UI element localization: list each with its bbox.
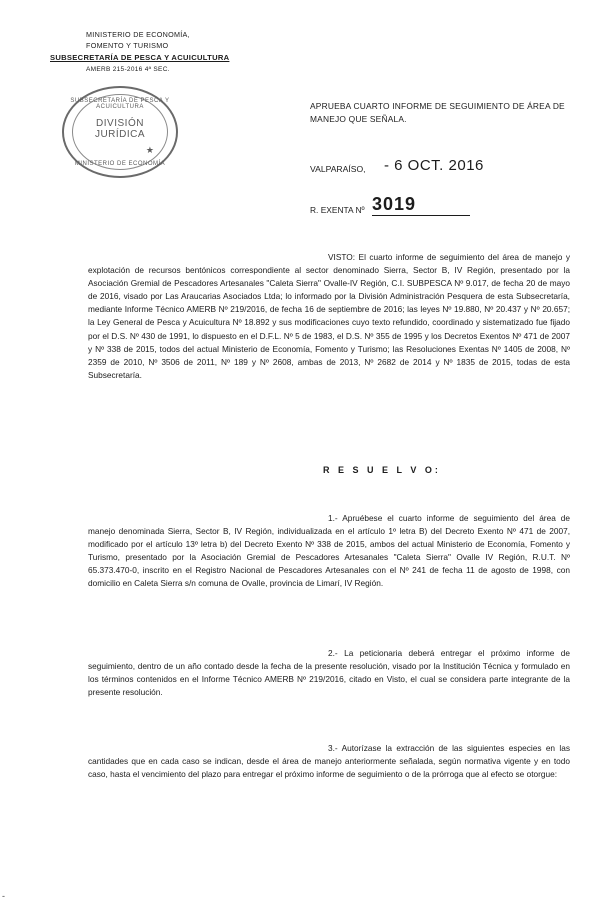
resolution-item-3 bbox=[88, 742, 570, 781]
stamp-bottom-text: MINISTERIO DE ECONOMÍA bbox=[74, 161, 166, 167]
item-number: 3.- bbox=[328, 743, 338, 753]
reference-code: AMERB 215-2016 4ª SEC. bbox=[86, 66, 170, 73]
visto-paragraph bbox=[88, 251, 570, 382]
exenta-number: 3019 bbox=[372, 194, 470, 216]
item-text: La peticionaria deberá entregar el próximo informe de seguimiento, dentro de un año contado desde la fecha de la presente resolución, visado por la Institución Técnica y formulado en los términos contenidos en el Informe Técnico AMERB Nº 219/2016, citado en Visto, el cual se considera parte integrante de la presente resolución. bbox=[88, 648, 570, 698]
stamp-center-text bbox=[64, 118, 176, 140]
stamp-center-line-2: JURÍDICA bbox=[94, 129, 146, 140]
stamp-top-text: SUBSECRETARÍA DE PESCA Y ACUICULTURA bbox=[70, 98, 170, 110]
ministry-line-2: FOMENTO Y TURISMO bbox=[86, 41, 169, 50]
division-juridica-stamp bbox=[62, 86, 178, 178]
exenta-label: R. EXENTA Nº bbox=[310, 205, 365, 215]
document-date: - 6 OCT. 2016 bbox=[384, 157, 484, 174]
resolution-item-2 bbox=[88, 647, 570, 699]
subsecretaria-title: SUBSECRETARÍA DE PESCA Y ACUICULTURA bbox=[50, 53, 230, 62]
item-text: Autorízase la extracción de las siguientes especies en las cantidades que en cada caso se indican, desde el área de manejo anteriormente señalada, según normativa vigente y en todo caso, hasta el vencimiento del plazo para entregar el próximo informe de seguimiento o de la prórroga que al efecto se otorgue: bbox=[88, 743, 570, 780]
place-label: VALPARAÍSO, bbox=[310, 164, 366, 174]
resolution-item-1 bbox=[88, 512, 570, 591]
item-number: 1.- bbox=[328, 513, 338, 523]
stamp-center-line-1: DIVISIÓN bbox=[96, 118, 144, 129]
ministry-line: MINISTERIO DE ECONOMÍA, bbox=[86, 30, 190, 39]
margin-mark: - bbox=[2, 891, 5, 901]
document-subject: APRUEBA CUARTO INFORME DE SEGUIMIENTO DE ÁREA DE MANEJO QUE SEÑALA. bbox=[310, 101, 565, 124]
visto-text: El cuarto informe de seguimiento del área de manejo y explotación de recursos bentónicos correspondiente al sector denominado Sierra, Sector B, IV Región, presentado por la Asociación Gremial de Pescadores Artesanales "Caleta Sierra" Ovalle-IV Región, C.I. SUBPESCA Nº 9.017, de fecha 20 de mayo de 2016, visado por Las Araucarias Asociados Ltda; lo informado por la División Administración Pesquera de esta Subsecretaría, mediante Informe Técnico AMERB Nº 219/2016, de fecha 16 de septiembre de 2016; las leyes Nº 19.880, Nº 20.437 y Nº 20.657; la Ley General de Pesca y Acuicultura Nº 18.892 y sus modificaciones cuyo texto refundido, coordinado y sistematizado fue fijado por el D.S. Nº 430 de 1991, lo dispuesto en el D.F.L. Nº 5 de 1983, el D.S. Nº 355 de 1995 y los Decretos Exentos Nº 471 de 2007 y Nº 338 de 2015, todos del actual Ministerio de Economía, Fomento y Turismo; las Resoluciones Exentas Nº 1405 de 2008, Nº 2359 de 2010, Nº 3506 de 2011, Nº 189 y Nº 2608, ambas de 2013, Nº 2682 de 2014 y Nº 1835 de 2015, todas de esta Subsecretaría. bbox=[88, 252, 570, 380]
star-icon: ★ bbox=[145, 145, 154, 155]
item-number: 2.- bbox=[328, 648, 338, 658]
item-text: Apruébese el cuarto informe de seguimiento del área de manejo denominada Sierra, Sector B, IV Región, individualizada en el artículo 1º letra B) del Decreto Exento Nº 471 de 2007, modificado por el artículo 13º letra b) del Decreto Exento Nº 338 de 2015, ambos del actual Ministerio de Economía, Fomento y Turismo, presentado por la Asociación Gremial de Pescadores Artesanales "Caleta Sierra" Ovalle IV Región, R.U.T. Nº 65.373.470-0, inscrito en el Registro Nacional de Pescadores Artesanales con el Nº 241 de fecha 11 de agosto de 1998, con domicilio en Caleta Sierra s/n comuna de Ovalle, provincia de Limarí, IV Región. bbox=[88, 513, 570, 589]
visto-label: VISTO: bbox=[328, 252, 356, 262]
resuelvo-heading: R E S U E L V O: bbox=[323, 465, 441, 475]
